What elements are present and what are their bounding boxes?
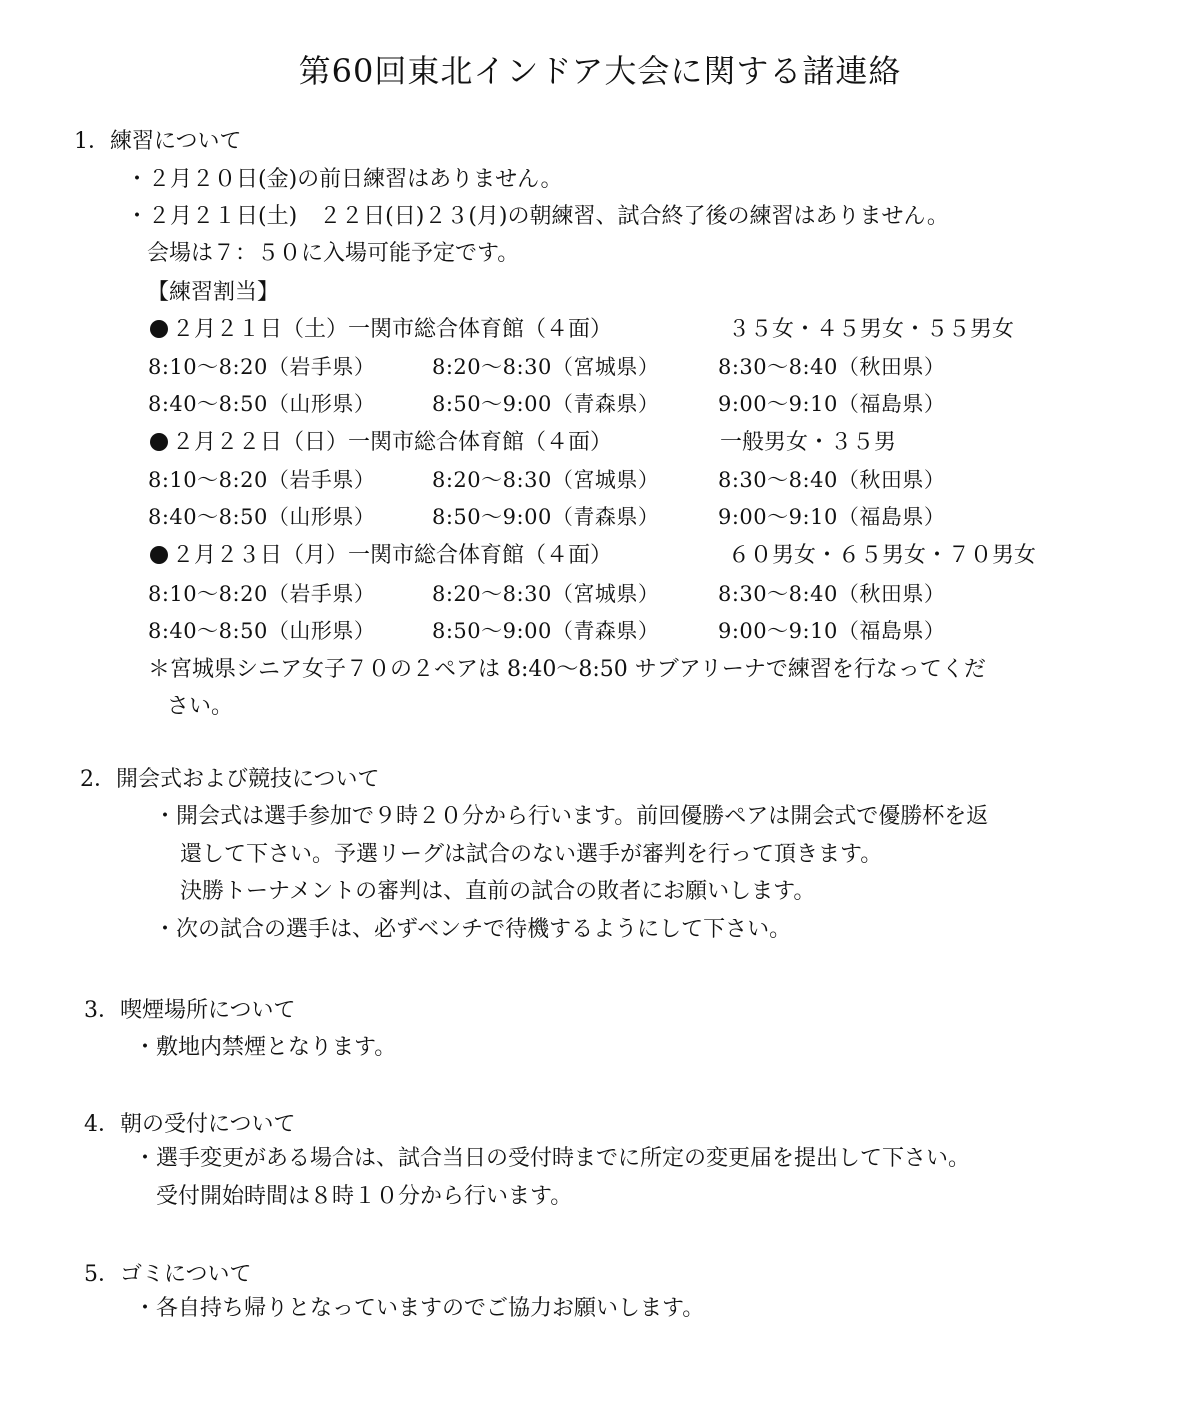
practice-slot: 8:30〜8:40（秋田県） — [718, 582, 946, 606]
section-3-heading: 3．喫煙場所について — [84, 998, 296, 1023]
filled-circle-icon — [150, 546, 168, 564]
practice-slot: 8:30〜8:40（秋田県） — [718, 468, 946, 492]
practice-slot: 8:10〜8:20（岩手県） — [148, 355, 376, 379]
practice-slot: 9:00〜9:10（福島県） — [718, 619, 946, 643]
filled-circle-icon — [150, 320, 168, 338]
practice-day-categories: ３５女・４５男女・５５男女 — [728, 317, 1015, 342]
practice-slot: 8:50〜9:00（青森県） — [432, 505, 660, 529]
section-5-bullet-1: ・各自持ち帰りとなっていますのでご協力お願いします。 — [134, 1296, 705, 1321]
section-2-bullet-1-continued-2: 決勝トーナメントの審判は、直前の試合の敗者にお願いします。 — [180, 879, 816, 904]
practice-slot: 9:00〜9:10（福島県） — [718, 505, 946, 529]
section-1-heading: 1．練習について — [74, 129, 242, 154]
practice-slot: 8:30〜8:40（秋田県） — [718, 355, 946, 379]
practice-slot: 8:20〜8:30（宮城県） — [432, 468, 660, 492]
practice-day-header: ２月２３日（月）一関市総合体育館（４面） — [172, 543, 613, 568]
filled-circle-icon — [150, 433, 168, 451]
section-3-bullet-1: ・敷地内禁煙となります。 — [134, 1035, 397, 1060]
section-4-bullet-1-continued: 受付開始時間は８時１０分から行います。 — [156, 1184, 573, 1209]
practice-day-categories: ６０男女・６５男女・７０男女 — [728, 543, 1037, 568]
practice-day-header: ２月２２日（日）一関市総合体育館（４面） — [172, 430, 613, 455]
practice-day-1 — [150, 316, 612, 344]
section-2-heading: 2．開会式および競技について — [80, 767, 380, 792]
practice-note: ＊宮城県シニア女子７０の２ペアは 8:40〜8:50 サブアリーナで練習を行なってくだ — [148, 657, 986, 682]
section-1-bullet-2: ・２月２１日(土) ２２日(日)２３(月)の朝練習、試合終了後の練習はありません。 — [126, 204, 949, 229]
practice-slot: 8:20〜8:30（宮城県） — [432, 582, 660, 606]
practice-slot: 8:40〜8:50（山形県） — [148, 619, 376, 643]
practice-slot: 8:10〜8:20（岩手県） — [148, 468, 376, 492]
document-title: 第60回東北インドア大会に関する諸連絡 — [298, 52, 902, 90]
practice-slot: 9:00〜9:10（福島県） — [718, 392, 946, 416]
practice-slot: 8:40〜8:50（山形県） — [148, 505, 376, 529]
practice-day-categories: 一般男女・３５男 — [720, 430, 897, 455]
section-5-heading: 5．ゴミについて — [84, 1262, 252, 1287]
section-4-bullet-1: ・選手変更がある場合は、試合当日の受付時までに所定の変更届を提出して下さい。 — [134, 1146, 971, 1171]
practice-day-header: ２月２１日（土）一関市総合体育館（４面） — [172, 317, 613, 342]
section-2-bullet-2: ・次の試合の選手は、必ずベンチで待機するようにして下さい。 — [154, 917, 792, 942]
practice-slot: 8:10〜8:20（岩手県） — [148, 582, 376, 606]
practice-day-3 — [150, 542, 612, 570]
practice-slot: 8:40〜8:50（山形県） — [148, 392, 376, 416]
practice-slot: 8:20〜8:30（宮城県） — [432, 355, 660, 379]
practice-assignment-label: 【練習割当】 — [147, 280, 280, 305]
section-1-bullet-2-continued: 会場は７：５０に入場可能予定です。 — [147, 241, 520, 266]
section-2-bullet-1-continued-1: 還して下さい。予選リーグは試合のない選手が審判を行って頂きます。 — [180, 842, 883, 867]
practice-slot: 8:50〜9:00（青森県） — [432, 619, 660, 643]
section-2-bullet-1: ・開会式は選手参加で９時２０分から行います。前回優勝ペアは開会式で優勝杯を返 — [154, 804, 989, 829]
practice-day-2 — [150, 429, 612, 457]
section-4-heading: 4．朝の受付について — [84, 1112, 296, 1137]
practice-slot: 8:50〜9:00（青森県） — [432, 392, 660, 416]
section-1-bullet-1: ・２月２０日(金)の前日練習はありません。 — [126, 167, 563, 192]
practice-note-continued: さい。 — [167, 694, 234, 719]
